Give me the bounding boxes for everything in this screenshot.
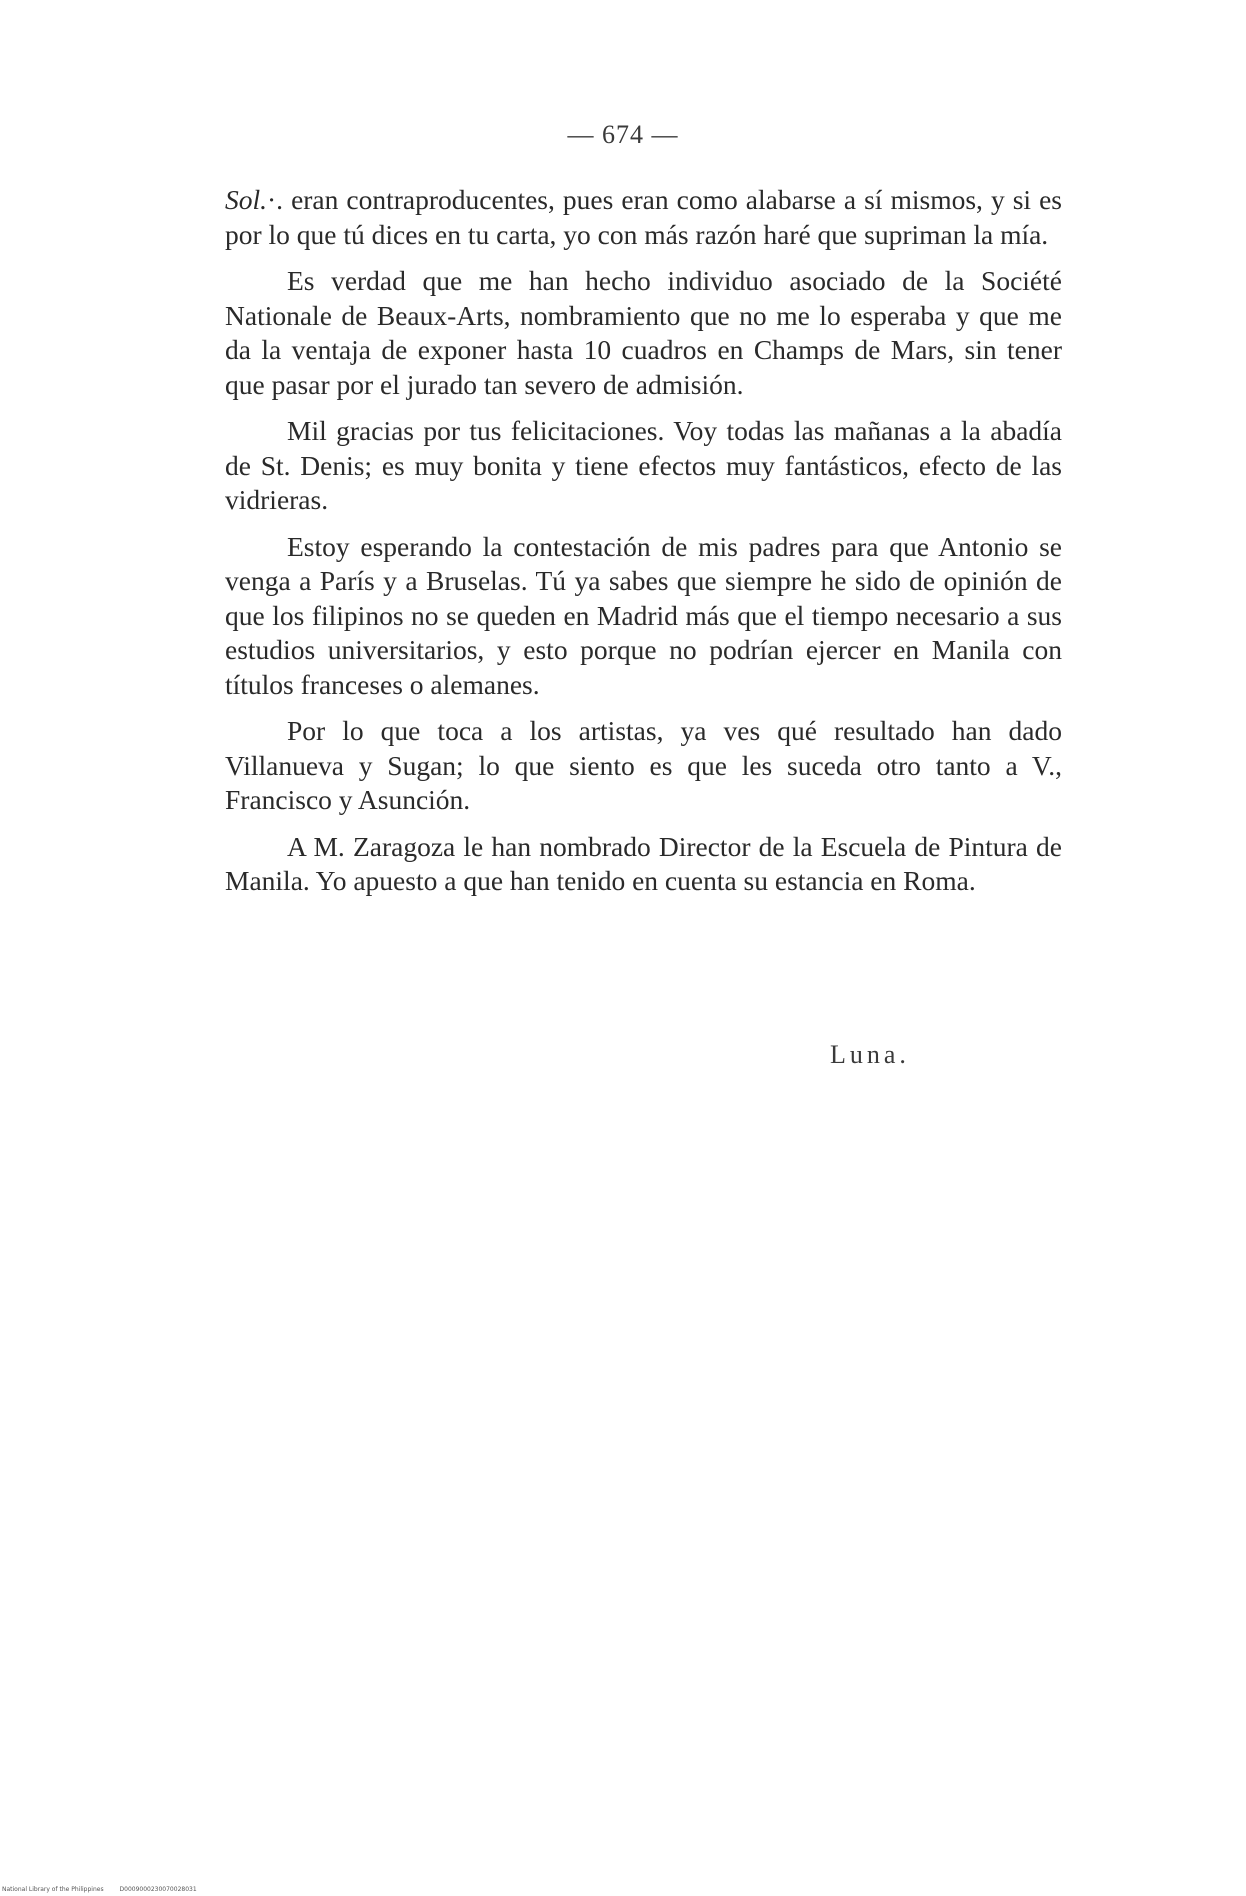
paragraph-text: ·. eran contraproducentes, pues eran como alabarse a sí mismos, y si es por lo que tú dices en tu carta, yo con más razón haré que supriman la mía.: [225, 184, 1062, 250]
paragraph: Estoy esperando la contestación de mis padres para que Antonio se venga a París y a Bruselas. Tú ya sabes que siempre he sido de opinión de que los filipinos no se queden en Madrid más que el tiempo necesario a sus estudios universitarios, y esto porque no podrían ejercer en Manila con títulos franceses o alemanes.: [225, 530, 1062, 700]
footer-library: National Library of the Philippines: [2, 1886, 104, 1893]
footer-code: D0009000230070028031: [119, 1886, 197, 1893]
letter-body: [225, 183, 1062, 911]
signature: Luna.: [830, 1040, 910, 1069]
paragraph: Mil gracias por tus felicitaciones. Voy todas las mañanas a la abadía de St. Denis; es muy bonita y tiene efectos muy fantásticos, efecto de las vidrieras.: [225, 415, 1062, 515]
paragraph: Es verdad que me han hecho individuo asociado de la Société Nationale de Beaux-Arts, nombramiento que no me lo esperaba y que me da la ventaja de exponer hasta 10 cuadros en Champs de Mars, sin tener que pasar por el jurado tan severo de admisión.: [225, 265, 1062, 400]
paragraph: [225, 183, 1062, 252]
paragraph: A M. Zaragoza le han nombrado Director de la Escuela de Pintura de Manila. Yo apuesto a que han tenido en cuenta su estancia en Roma.: [225, 830, 1062, 896]
page-number: — 674 —: [567, 120, 679, 149]
paragraph: Por lo que toca a los artistas, ya ves qué resultado han dado Villanueva y Sugan; lo que siento es que les suceda otro tanto a V., Francisco y Asunción.: [225, 715, 1062, 815]
paragraph-lead-italic: Sol.: [225, 184, 268, 215]
footer: [2, 1886, 211, 1893]
